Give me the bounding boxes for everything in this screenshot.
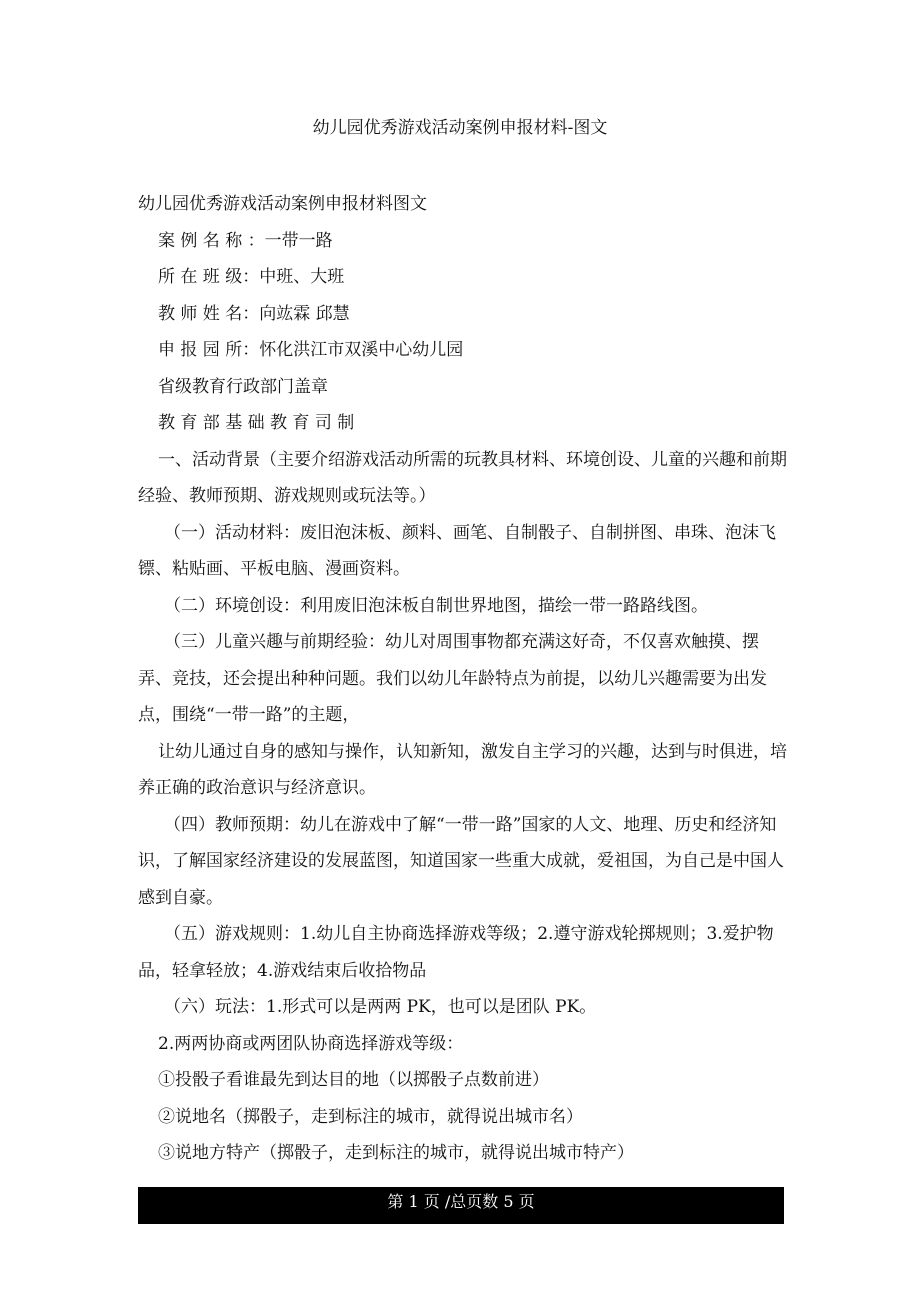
stamp-line: 省级教育行政部门盖章: [158, 376, 328, 397]
field-case-name: 案 例 名 称 ：一带一路: [158, 230, 333, 251]
paragraph-interest-continued: 让幼儿通过自身的感知与操作，认知新知，激发自主学习的兴趣，达到与时俱进，培养正确的政治意识与经济意识。: [138, 741, 787, 798]
field-teachers: 教 师 姓 名：向竑霖 邱慧: [158, 303, 350, 324]
paragraph-interest: （三）儿童兴趣与前期经验：幼儿对周围事物都充满这好奇，不仅喜欢触摸、摆弄、竞技，还会提出种种问题。我们以幼儿年龄特点为前提，以幼儿兴趣需要为出发点，围绕“一带一路”的主题，: [138, 632, 767, 725]
paragraph-background: 一、活动背景（主要介绍游戏活动所需的玩教具材料、环境创设、儿童的兴趣和前期经验、教师预期、游戏规则或玩法等。）: [138, 449, 787, 506]
page-footer: 第 1 页 /总页数 5 页: [138, 1187, 784, 1224]
field-class: 所 在 班 级：中班、大班: [158, 267, 345, 287]
list-item-level-3: ③说地方特产（掷骰子，走到标注的城市，就得说出城市特产）: [158, 1143, 634, 1163]
paragraph-materials: （一）活动材料：废旧泡沫板、颜料、画笔、自制骰子、自制拼图、串珠、泡沫飞镖、粘贴画、平板电脑、漫画资料。: [138, 522, 776, 579]
issuer-line: 教 育 部 基 础 教 育 司 制: [158, 413, 355, 433]
document-body: [138, 186, 788, 1172]
document-title: 幼儿园优秀游戏活动案例申报材料-图文: [312, 118, 608, 138]
paragraph-rules: （五）游戏规则：1.幼儿自主协商选择游戏等级；2.遵守游戏轮掷规则；3.爱护物品，轻拿轻放；4.游戏结束后收拾物品: [138, 924, 774, 981]
paragraph-play: （六）玩法：1.形式可以是两两 PK，也可以是团队 PK。: [164, 997, 597, 1017]
list-item-level-2: ②说地名（掷骰子，走到标注的城市，就得说出城市名）: [158, 1106, 583, 1127]
paragraph-expectation: （四）教师预期：幼儿在游戏中了解“一带一路”国家的人文、地理、历史和经济知识，了解国家经济建设的发展蓝图，知道国家一些重大成就，爱祖国，为自己是中国人感到自豪。: [138, 814, 784, 908]
field-kindergarten: 申 报 园 所：怀化洪江市双溪中心幼儿园: [158, 340, 464, 360]
paragraph-play-levels: 2.两两协商或两团队协商选择游戏等级：: [158, 1033, 464, 1054]
document-subtitle: 幼儿园优秀游戏活动案例申报材料图文: [138, 194, 427, 214]
paragraph-environment: （二）环境创设：利用废旧泡沫板自制世界地图，描绘一带一路路线图。: [164, 595, 708, 616]
list-item-level-1: ①投骰子看谁最先到达目的地（以掷骰子点数前进）: [158, 1070, 549, 1090]
